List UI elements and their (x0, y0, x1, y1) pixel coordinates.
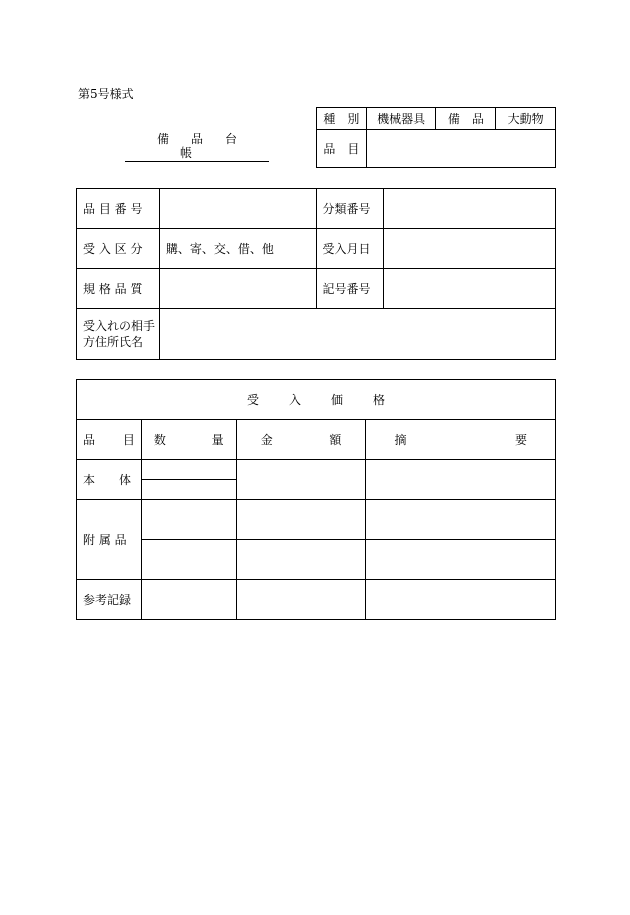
reference-record-quantity[interactable] (141, 580, 236, 620)
receipt-type-label: 受 入 区 分 (77, 229, 160, 269)
row-label-reference-record: 参考記録 (77, 580, 142, 620)
item-number-field[interactable] (159, 189, 316, 229)
classification-number-field[interactable] (384, 189, 556, 229)
accessories-quantity-1[interactable] (141, 500, 236, 540)
column-header-item: 品 目 (77, 420, 142, 460)
type-option-machinery[interactable]: 機械器具 (366, 108, 436, 130)
counterparty-field[interactable] (159, 309, 555, 360)
column-header-remarks: 摘 要 (366, 420, 556, 460)
item-number-label: 品 目 番 号 (77, 189, 160, 229)
symbol-number-label: 記号番号 (316, 269, 384, 309)
main-body-quantity-bottom[interactable] (141, 480, 236, 500)
info-table (76, 188, 556, 360)
reference-record-amount[interactable] (236, 580, 366, 620)
reference-record-remarks[interactable] (366, 580, 556, 620)
item-field[interactable] (366, 130, 555, 168)
type-option-large-animal[interactable]: 大動物 (496, 108, 556, 130)
row-label-accessories: 附 属 品 (77, 500, 142, 580)
category-table (316, 107, 556, 168)
row-label-main-body: 本 体 (77, 460, 142, 500)
accessories-quantity-2[interactable] (141, 540, 236, 580)
spec-quality-field[interactable] (159, 269, 316, 309)
receipt-date-label: 受入月日 (316, 229, 384, 269)
classification-number-label: 分類番号 (316, 189, 384, 229)
main-body-amount[interactable] (236, 460, 366, 500)
type-label: 種 別 (317, 108, 367, 130)
price-table-title: 受入価格 (77, 380, 556, 420)
main-body-remarks[interactable] (366, 460, 556, 500)
document-title: 備品台帳 (125, 132, 269, 162)
receipt-date-field[interactable] (384, 229, 556, 269)
symbol-number-field[interactable] (384, 269, 556, 309)
column-header-quantity: 数 量 (141, 420, 236, 460)
counterparty-label (77, 309, 160, 360)
type-option-equipment[interactable]: 備 品 (436, 108, 496, 130)
accessories-remarks-2[interactable] (366, 540, 556, 580)
counterparty-label-line1: 受入れの相手 (83, 319, 156, 333)
item-label: 品 目 (317, 130, 367, 168)
main-body-quantity-top[interactable] (141, 460, 236, 480)
accessories-amount-2[interactable] (236, 540, 366, 580)
column-header-amount: 金 額 (236, 420, 366, 460)
accessories-amount-1[interactable] (236, 500, 366, 540)
receipt-type-options[interactable]: 購、寄、交、借、他 (159, 229, 316, 269)
form-number: 第5号様式 (78, 87, 134, 101)
price-table (76, 379, 556, 620)
counterparty-label-line2: 方住所氏名 (83, 335, 144, 349)
spec-quality-label: 規 格 品 質 (77, 269, 160, 309)
accessories-remarks-1[interactable] (366, 500, 556, 540)
